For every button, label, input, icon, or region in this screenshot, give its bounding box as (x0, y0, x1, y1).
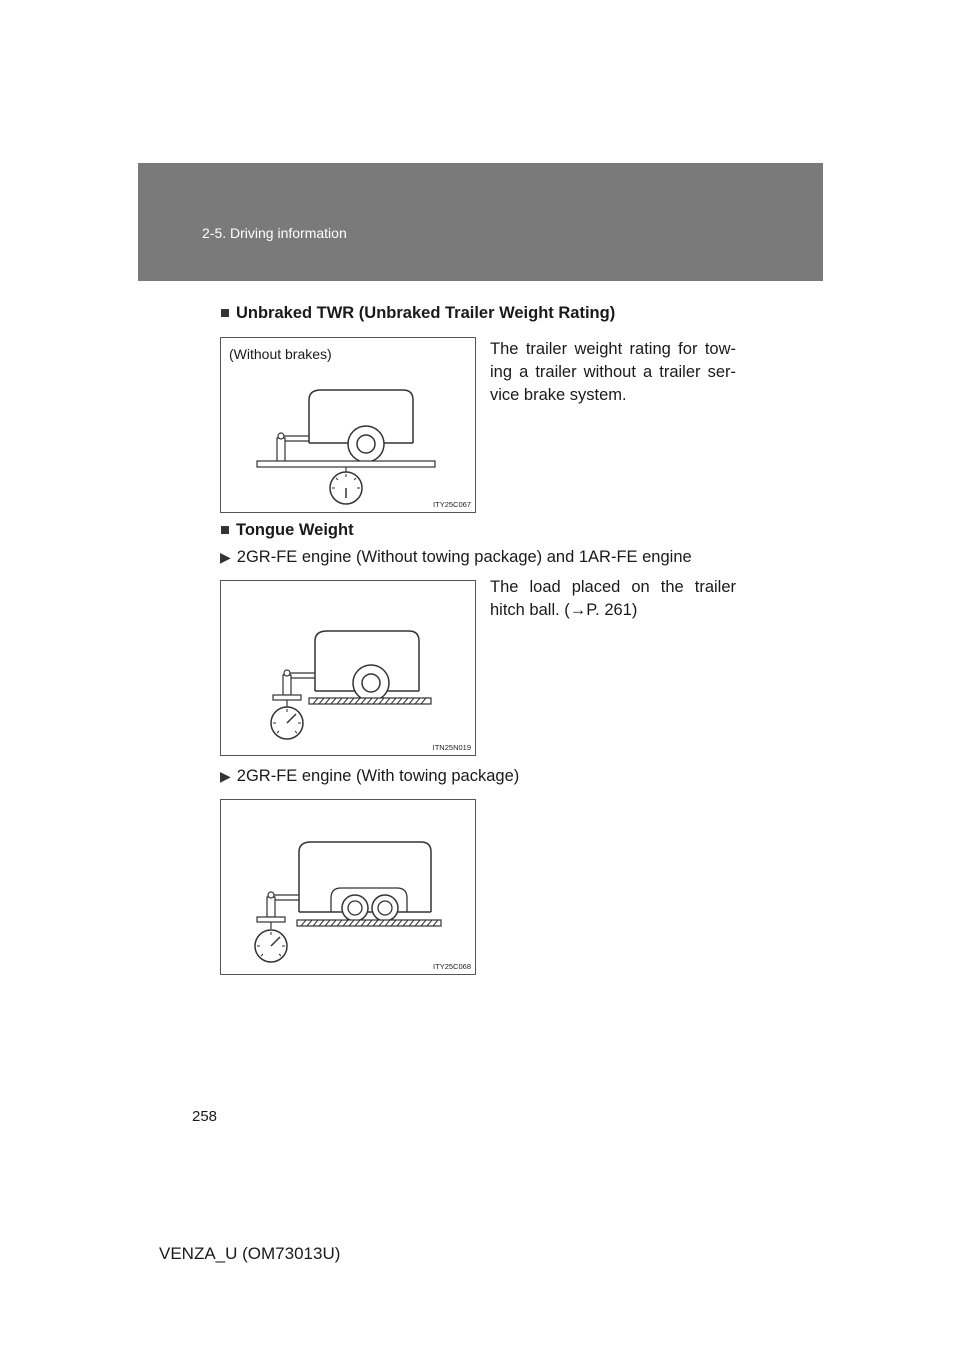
heading-text: Tongue Weight (235, 521, 354, 539)
bullet-item-1 (220, 548, 692, 567)
figure-tongue-weight-1 (220, 580, 476, 756)
trailer-scale-diagram (221, 338, 475, 512)
figure-code: ITY25C067 (433, 500, 471, 509)
figure-without-brakes (220, 337, 476, 513)
heading-unbraked-twr (220, 304, 615, 323)
square-bullet-icon: ■ (220, 304, 230, 322)
tongue-description: The load placed on the trailer hitch ball. (→P. 261) (490, 578, 736, 619)
page-number: 258 (192, 1108, 218, 1125)
bullet-item-2 (220, 767, 519, 786)
section-label: 2-5. Driving information (202, 225, 347, 241)
tongue-weight-diagram-2 (221, 800, 475, 974)
header-band (138, 163, 823, 281)
footer-doc-id: VENZA_U (OM73013U) (159, 1244, 341, 1263)
heading-text: Unbraked TWR (Unbraked Trailer Weight Rating) (235, 304, 616, 322)
bullet-text: 2GR-FE engine (With towing package) (236, 767, 520, 785)
bullet-text: 2GR-FE engine (Without towing package) and 1AR-FE engine (236, 548, 692, 566)
figure-tongue-weight-2 (220, 799, 476, 975)
triangle-bullet-icon: ▶ (220, 768, 231, 784)
figure-code: ITN25N019 (432, 743, 471, 752)
triangle-bullet-icon: ▶ (220, 549, 231, 565)
square-bullet-icon: ■ (220, 521, 230, 539)
tongue-weight-diagram-1 (221, 581, 475, 755)
heading-tongue-weight (220, 521, 354, 540)
unbraked-description: The trailer weight rating for tow-ing a trailer without a trailer ser-vice brake system. (490, 340, 736, 404)
figure-caption: (Without brakes) (229, 346, 332, 362)
figure-code: ITY25C068 (433, 962, 471, 971)
